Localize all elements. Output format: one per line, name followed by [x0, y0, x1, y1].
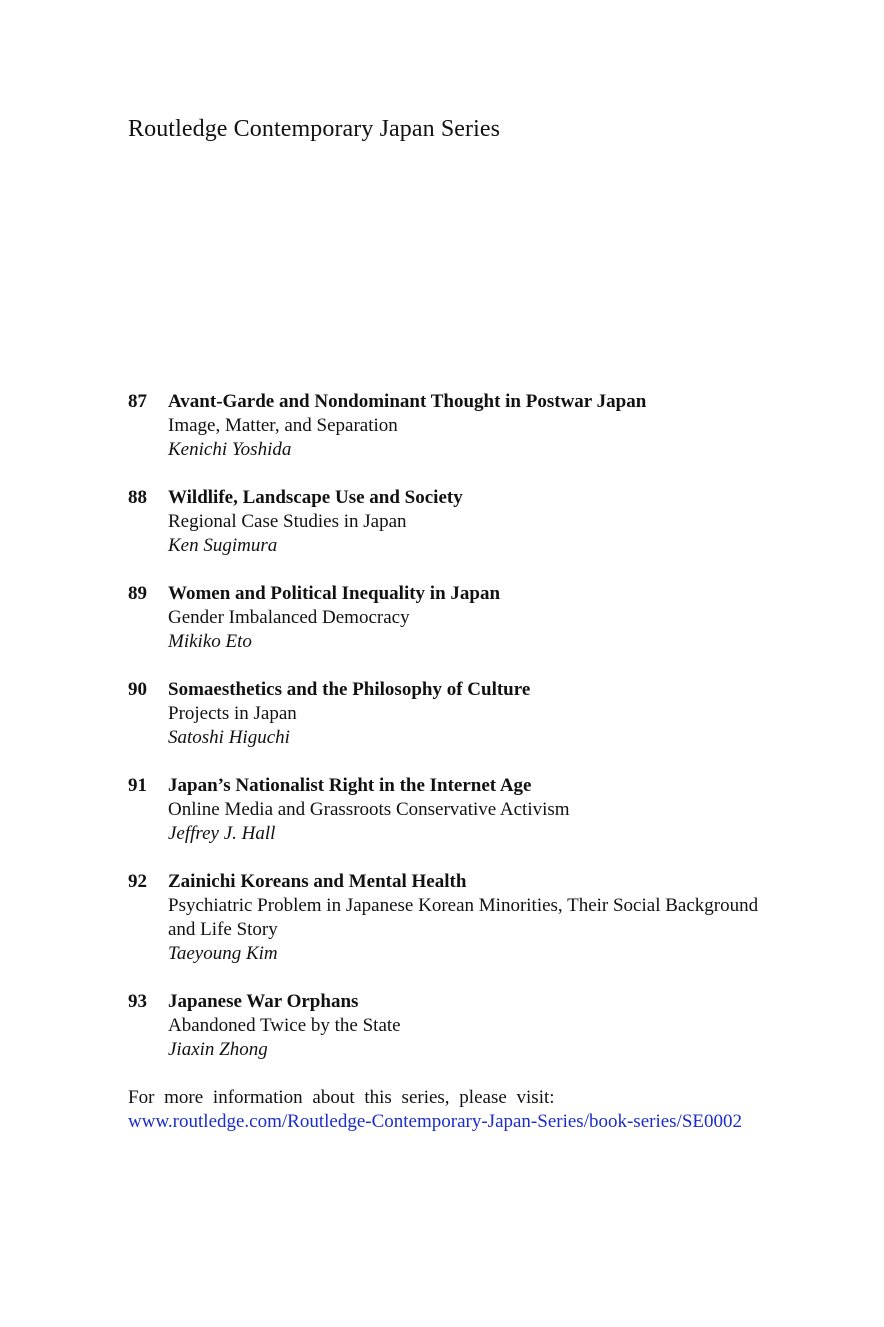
book-author: Taeyoung Kim	[168, 943, 278, 964]
book-number: 93	[128, 991, 147, 1012]
book-title: Women and Political Inequality in Japan	[168, 583, 501, 604]
book-subtitle: Regional Case Studies in Japan	[168, 511, 407, 532]
book-author: Jiaxin Zhong	[168, 1039, 268, 1060]
book-title: Japan’s Nationalist Right in the Internet Age	[168, 775, 532, 796]
book-number: 91	[128, 775, 147, 796]
book-title: Japanese War Orphans	[168, 991, 359, 1012]
book-title: Somaesthetics and the Philosophy of Culture	[168, 679, 531, 700]
book-number: 87	[128, 391, 147, 412]
book-author: Mikiko Eto	[168, 631, 252, 652]
book-number: 90	[128, 679, 147, 700]
book-entry-88	[128, 486, 778, 558]
series-link[interactable]: www.routledge.com/Routledge-Contemporary-Japan-Series/book-series/SE0002	[128, 1111, 743, 1132]
book-subtitle: Abandoned Twice by the State	[168, 1015, 401, 1036]
more-info-text: For more information about this series, please visit:	[128, 1087, 555, 1108]
book-entry-87	[128, 390, 778, 462]
book-list	[128, 390, 778, 1062]
book-number: 89	[128, 583, 147, 604]
book-author: Jeffrey J. Hall	[168, 823, 276, 844]
book-title: Avant-Garde and Nondominant Thought in Postwar Japan	[168, 391, 647, 412]
book-entry-92	[128, 870, 778, 966]
book-subtitle: Online Media and Grassroots Conservative Activism	[168, 799, 570, 820]
book-title: Zainichi Koreans and Mental Health	[168, 871, 467, 892]
book-number: 88	[128, 487, 147, 508]
book-subtitle: Psychiatric Problem in Japanese Korean Minorities, Their Social Background and Life Story	[168, 895, 759, 940]
book-entry-93	[128, 990, 778, 1062]
book-entry-91	[128, 774, 778, 846]
book-author: Satoshi Higuchi	[168, 727, 290, 748]
book-author: Kenichi Yoshida	[168, 439, 292, 460]
book-subtitle: Projects in Japan	[168, 703, 297, 724]
book-author: Ken Sugimura	[168, 535, 278, 556]
book-entry-89	[128, 582, 778, 654]
book-subtitle: Image, Matter, and Separation	[168, 415, 398, 436]
more-info	[128, 1086, 778, 1134]
book-title: Wildlife, Landscape Use and Society	[168, 487, 463, 508]
book-entry-90	[128, 678, 778, 750]
book-subtitle: Gender Imbalanced Democracy	[168, 607, 410, 628]
book-number: 92	[128, 871, 147, 892]
series-title: Routledge Contemporary Japan Series	[128, 116, 501, 142]
